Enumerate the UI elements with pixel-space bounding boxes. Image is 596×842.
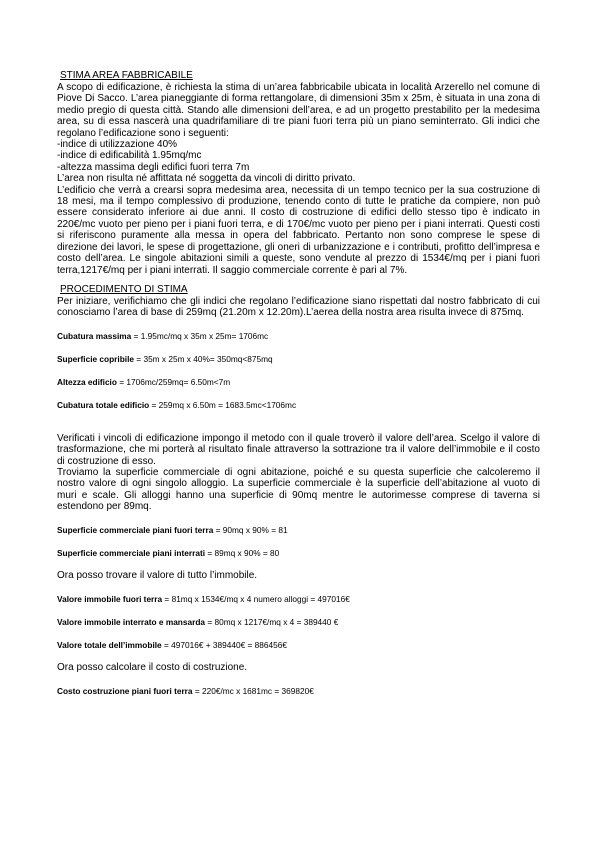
index-item: -indice di edificabilità 1.95mq/mc bbox=[57, 150, 202, 162]
note-line: L’area non risulta né affittata né soggetta da vincoli di diritto privato. bbox=[57, 173, 356, 185]
intro-paragraph: A scopo di edificazione, è richiesta la stima di un’area fabbricabile ubicata in località Arzerello nel comune di Piove Di Sacco. L’area pianeggiante di forma rettangolare, di dimensioni 35m x 25m, è situata in una zona di medio pregio di questa città. Stando alle dimensioni dell’area, e ad un progetto prestabilito per la medesima area, su di essa nascerà una quadrifamiliare di tre piani fuori terra più un piano seminterrato. Gli indici che regolano l’edificazione sono i seguenti: bbox=[57, 82, 540, 139]
body-paragraph: L’edificio che verrà a crearsi sopra medesima area, necessita di un tempo tecnico per la sua costruzione di 18 mesi, ma il tempo complessivo di produzione, tenendo conto di tutte le pratiche da compiere, non può essere considerato inferiore ai due anni. Il costo di costruzione di edifici dello stesso tipo è indicato in 220€/mc vuoto per pieno per i piani fuori terra, e di 170€/mc vuoto per pieno per i piani interrati. Questi costi si riferiscono puramente alla messa in opera del fabbricato. Pertanto non sono comprese le spese di direzione dei lavori, le spese di progettazione, gli oneri di urbanizzazione e i contributi, profitto dell’impresa e costo dell’area. Le singole abitazioni simili a queste, sono vendute al prezzo di 1534€/mq per i piani fuori terra,1217€/mq per i piani interrati. Il saggio commerciale corrente è pari al 7%. bbox=[57, 184, 540, 276]
cost-intro-line: Ora posso calcolare il costo di costruzione. bbox=[57, 661, 248, 673]
calc-value: = 80mq x 1217€/mq x 4 = 389440 € bbox=[205, 616, 339, 627]
calc-value: = 1706mc/259mq= 6.50m<7m bbox=[116, 376, 231, 387]
index-item: -altezza massima degli edifici fuori terra 7m bbox=[57, 161, 250, 173]
calc-value: = 81mq x 1534€/mq x 4 numero alloggi = 497016€ bbox=[162, 593, 350, 604]
calc-label: Costo costruzione piani fuori terra bbox=[57, 685, 193, 696]
calc-value: = 220€/mc x 1681mc = 369820€ bbox=[192, 685, 314, 696]
index-item: -indice di utilizzazione 40% bbox=[57, 139, 178, 151]
calc-value: = 497016€ + 389440€ = 886456€ bbox=[161, 639, 287, 650]
calc-value: = 1.95mc/mq x 35m x 25m= 1706mc bbox=[131, 330, 269, 341]
calc-value: = 259mq x 6.50m = 1683.5mc<1706mc bbox=[149, 399, 297, 410]
section-title-stima: STIMA AREA FABBRICABILE bbox=[60, 70, 193, 81]
calc-line bbox=[57, 377, 540, 388]
calc-line bbox=[57, 548, 540, 559]
calc-label: Altezza edificio bbox=[57, 376, 117, 387]
calc-line bbox=[57, 686, 540, 697]
section-title-procedimento: PROCEDIMENTO DI STIMA bbox=[60, 283, 188, 295]
calc-label: Superficie commerciale piani fuori terra bbox=[57, 524, 214, 535]
calc-line bbox=[57, 525, 540, 536]
surface-paragraph: Troviamo la superficie commerciale di ogni abitazione, poiché e su questa superficie che calcoleremo il nostro valore di ogni singolo alloggio. La superficie commerciale è la superficie dell’abitazione al vuoto di muri e scale. Gli alloggi hanno una superficie di 90mq mentre le autorimesse comprese di taverna si estendono per 89mq. bbox=[57, 466, 540, 513]
calc-label: Superficie copribile bbox=[57, 353, 134, 364]
method-paragraph: Verificati i vincoli di edificazione impongo il metodo con il quale troverò il valore dell’area. Scelgo il valore di trasformazione, che mi porterà al risultato finale attraverso la sottrazione tra il valore dell’immobile e il costo di costruzione di esso. bbox=[57, 432, 540, 467]
calc-value: = 35m x 25m x 40%= 350mq<875mq bbox=[134, 353, 273, 364]
procedimento-intro: Per iniziare, verifichiamo che gli indici che regolano l’edificazione siano rispettati dal nostro fabbricato di cui conosciamo l’area di base di 259mq (21.20m x 12.20m).L’aerea della nostra area risulta invece di 875mq. bbox=[57, 295, 540, 319]
calc-label: Cubatura totale edificio bbox=[57, 399, 150, 410]
calc-label: Valore totale dell’immobile bbox=[57, 639, 162, 650]
calc-label: Superficie commerciale piani interrati bbox=[57, 547, 206, 558]
calc-line bbox=[57, 617, 540, 628]
value-intro-line: Ora posso trovare il valore di tutto l’immobile. bbox=[57, 569, 258, 581]
document-page bbox=[57, 70, 540, 697]
calc-label: Valore immobile interrato e mansarda bbox=[57, 616, 206, 627]
calc-line bbox=[57, 331, 540, 342]
calc-line bbox=[57, 354, 540, 365]
calc-line bbox=[57, 594, 540, 605]
calc-line bbox=[57, 400, 540, 411]
calc-value: = 89mq x 90% = 80 bbox=[205, 547, 280, 558]
calc-line bbox=[57, 640, 540, 651]
calc-label: Cubatura massima bbox=[57, 330, 132, 341]
calc-value: = 90mq x 90% = 81 bbox=[213, 524, 288, 535]
calc-label: Valore immobile fuori terra bbox=[57, 593, 163, 604]
